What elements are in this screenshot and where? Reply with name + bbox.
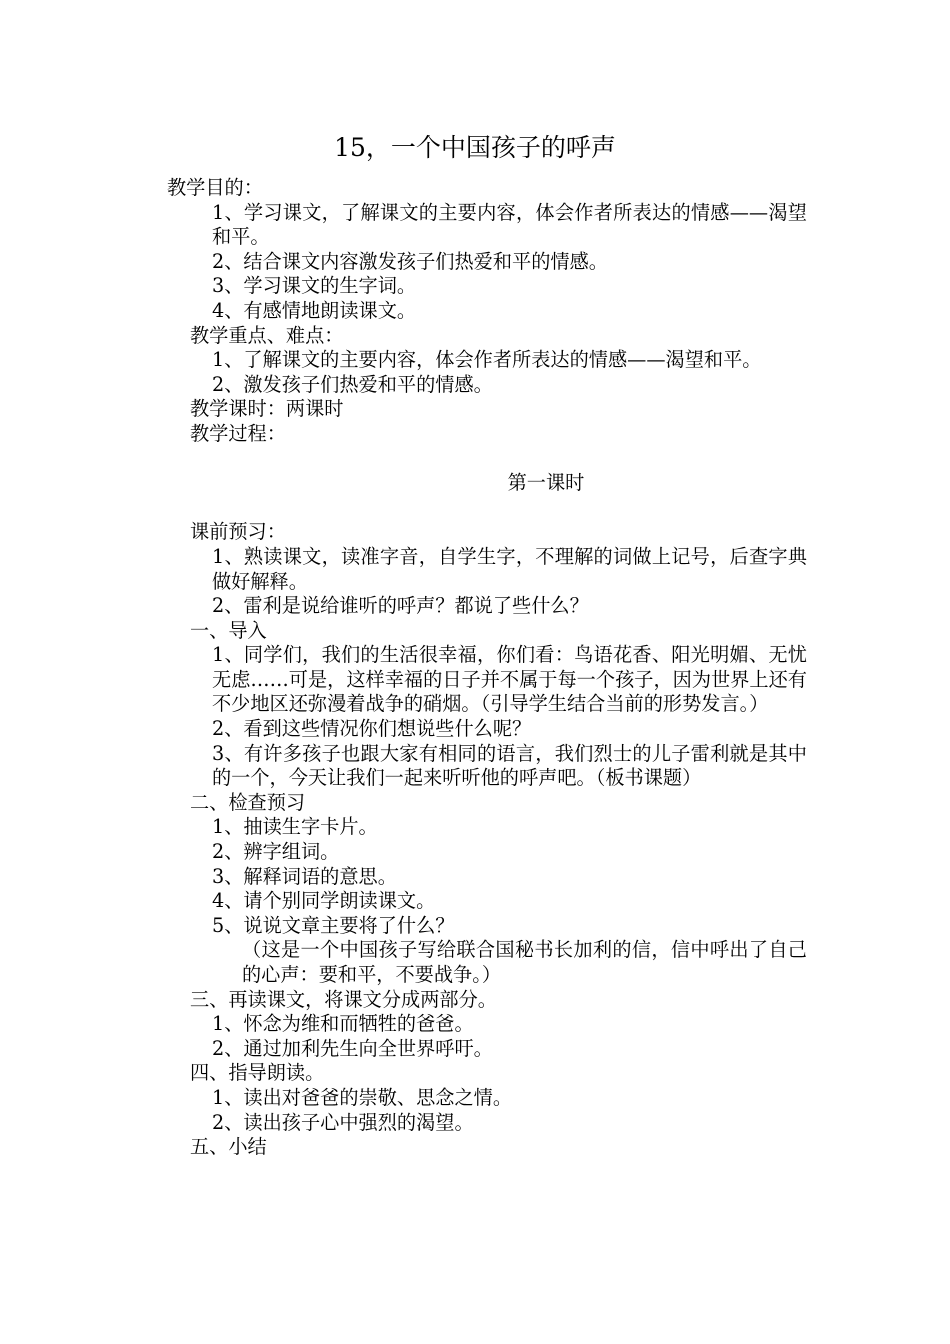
- preview-item: 2、雷利是说给谁听的呼声？都说了些什么？: [212, 594, 589, 618]
- teaching-goal-item: 1、学习课文，了解课文的主要内容，体会作者所表达的情感——渴望和平。: [212, 200, 807, 249]
- section-item: 3、有许多孩子也跟大家有相同的语言，我们烈士的儿子雷利就是其中的一个，今天让我们一起来听听他的呼声吧。（板书课题）: [212, 741, 807, 790]
- section-heading-summary: 五、小结: [190, 1135, 267, 1159]
- teaching-goal-item: 2、结合课文内容激发孩子们热爱和平的情感。: [212, 249, 608, 273]
- section-heading-reread: 三、再读课文，将课文分成两部分。: [190, 987, 497, 1011]
- section-item: 1、同学们，我们的生活很幸福，你们看：鸟语花香、阳光明媚、无忧无虑……可是，这样幸福的日子并不属于每一个孩子，因为世界上还有不少地区还弥漫着战争的硝烟。（引导学生结合当前的形势发言。）: [212, 643, 807, 716]
- section-item: 1、读出对爸爸的崇敬、思念之情。: [212, 1085, 513, 1109]
- section-heading-reading-guide: 四、指导朗读。: [190, 1061, 325, 1085]
- section-item: 2、读出孩子心中强烈的渴望。: [212, 1110, 474, 1134]
- key-points-heading: 教学重点、难点：: [190, 323, 344, 347]
- section-note: （这是一个中国孩子写给联合国秘书长加利的信，信中呼出了自己的心声：要和平，不要战争。）: [242, 938, 807, 986]
- teaching-goal-item: 3、学习课文的生字词。: [212, 274, 417, 298]
- lesson-one-heading: 第一课时: [507, 471, 585, 495]
- section-item: 3、解释词语的意思。: [212, 864, 397, 888]
- teaching-goal-heading: 教学目的：: [167, 176, 263, 199]
- section-item: 4、请个别同学朗读课文。: [212, 889, 436, 913]
- preview-item: 1、熟读课文，读准字音，自学生字，不理解的词做上记号，后查字典做好解释。: [212, 544, 807, 593]
- section-item: 2、辨字组词。: [212, 840, 340, 864]
- document-title: 15，一个中国孩子的呼声: [334, 133, 616, 162]
- section-item: 5、说说文章主要将了什么？: [212, 913, 455, 937]
- section-item: 1、怀念为维和而牺牲的爸爸。: [212, 1012, 474, 1036]
- section-heading-preview-check: 二、检查预习: [190, 790, 306, 814]
- key-point-item: 2、激发孩子们热爱和平的情感。: [212, 372, 493, 396]
- teaching-hours: 教学课时：两课时: [190, 397, 344, 421]
- document-body: [145, 176, 807, 1160]
- teaching-process-heading: 教学过程：: [190, 421, 286, 445]
- section-item: 1、抽读生字卡片。: [212, 815, 378, 839]
- section-item: 2、看到这些情况你们想说些什么呢？: [212, 717, 532, 741]
- section-item: 2、通过加利先生向全世界呼吁。: [212, 1036, 493, 1060]
- teaching-goal-item: 4、有感情地朗读课文。: [212, 298, 417, 322]
- preview-heading: 课前预习：: [190, 520, 286, 544]
- section-heading-intro: 一、导入: [190, 618, 267, 642]
- key-point-item: 1、了解课文的主要内容，体会作者所表达的情感——渴望和平。: [212, 348, 762, 372]
